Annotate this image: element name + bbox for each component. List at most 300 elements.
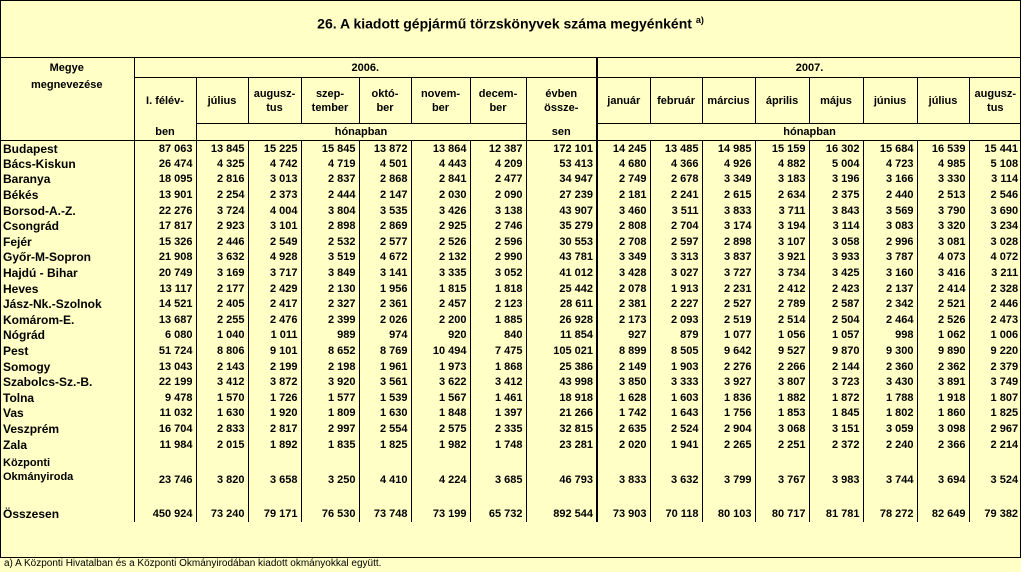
county-name: Borsod-A.-Z. bbox=[3, 203, 76, 218]
table-row bbox=[0, 265, 1021, 281]
title-footnote-mark: a) bbox=[695, 15, 704, 25]
month-2006-value: 1 567 bbox=[411, 390, 470, 406]
month-2007-header: február bbox=[650, 78, 702, 124]
month-2006-value: 2 198 bbox=[301, 359, 359, 375]
h1-value: 26 474 bbox=[134, 156, 196, 172]
month-2007-value: 14 245 bbox=[597, 141, 650, 157]
year-total-value: 26 928 bbox=[526, 312, 597, 328]
month-2006-value: 2 990 bbox=[470, 250, 526, 266]
month-2007-total: 70 118 bbox=[650, 505, 702, 522]
month-2006-value: 920 bbox=[411, 328, 470, 344]
month-2006-value: 3 820 bbox=[196, 470, 248, 490]
month-2006-total: 76 530 bbox=[301, 505, 359, 522]
month-2007-value: 13 485 bbox=[650, 141, 702, 157]
month-2006-value: 4 719 bbox=[301, 156, 359, 172]
table-row bbox=[0, 141, 1021, 157]
month-2006-value: 3 138 bbox=[470, 203, 526, 219]
month-2007-value: 3 234 bbox=[969, 218, 1021, 234]
month-2007-header: május bbox=[809, 78, 863, 124]
county-name: Komárom-E. bbox=[3, 312, 75, 327]
month-2007-value: 3 787 bbox=[863, 250, 917, 266]
month-2007-value: 2 375 bbox=[809, 187, 863, 203]
month-2007-header: április bbox=[755, 78, 809, 124]
month-2007-value: 2 231 bbox=[702, 281, 755, 297]
month-2006-value: 7 475 bbox=[470, 343, 526, 359]
month-2007-value: 4 985 bbox=[917, 156, 969, 172]
table-row bbox=[0, 296, 1021, 312]
month-2006-value: 3 052 bbox=[470, 265, 526, 281]
month-2006-value: 4 742 bbox=[248, 156, 301, 172]
month-2007-value: 4 073 bbox=[917, 250, 969, 266]
month-2007-value: 3 098 bbox=[917, 421, 969, 437]
month-2007-total: 80 717 bbox=[755, 505, 809, 522]
month-2007-total: 81 781 bbox=[809, 505, 863, 522]
month-2007-value: 3 524 bbox=[969, 470, 1021, 490]
month-2006-value: 2 335 bbox=[470, 421, 526, 437]
month-2006-value: 13 845 bbox=[196, 141, 248, 157]
month-2007-value: 3 028 bbox=[969, 234, 1021, 250]
month-2006-value: 8 806 bbox=[196, 343, 248, 359]
county-name: Szabolcs-Sz.-B. bbox=[3, 375, 93, 390]
month-2007-value: 2 423 bbox=[809, 281, 863, 297]
month-2007-value: 879 bbox=[650, 328, 702, 344]
month-2007-value: 2 372 bbox=[809, 437, 863, 453]
month-2006-value: 4 410 bbox=[359, 470, 411, 490]
month-2007-value: 3 833 bbox=[702, 203, 755, 219]
month-2007-value: 2 464 bbox=[863, 312, 917, 328]
month-2006-value: 2 868 bbox=[359, 172, 411, 188]
month-2006-value: 2 327 bbox=[301, 296, 359, 312]
month-2007-value: 2 181 bbox=[597, 187, 650, 203]
month-2006-value: 1 920 bbox=[248, 406, 301, 422]
month-2007-value: 4 926 bbox=[702, 156, 755, 172]
table-row bbox=[0, 421, 1021, 437]
month-2007-value: 2 546 bbox=[969, 187, 1021, 203]
month-2007-value: 3 569 bbox=[863, 203, 917, 219]
month-2006-value: 8 769 bbox=[359, 343, 411, 359]
month-2007-value: 9 300 bbox=[863, 343, 917, 359]
month-2007-value: 14 985 bbox=[702, 141, 755, 157]
h1-value: 14 521 bbox=[134, 296, 196, 312]
month-2007-value: 2 704 bbox=[650, 218, 702, 234]
month-2006-value: 13 872 bbox=[359, 141, 411, 157]
month-2007-value: 2 635 bbox=[597, 421, 650, 437]
month-2007-value: 3 511 bbox=[650, 203, 702, 219]
month-2007-value: 3 891 bbox=[917, 374, 969, 390]
month-2007-value: 2 144 bbox=[809, 359, 863, 375]
month-2006-value: 1 835 bbox=[301, 437, 359, 453]
month-2007-value: 1 825 bbox=[969, 406, 1021, 422]
month-2006-value: 15 225 bbox=[248, 141, 301, 157]
month-2007-value: 1 807 bbox=[969, 390, 1021, 406]
month-2006-value: 2 399 bbox=[301, 312, 359, 328]
year-total-value: 43 781 bbox=[526, 250, 597, 266]
month-2006-value: 2 361 bbox=[359, 296, 411, 312]
year-2006-header: 2006. bbox=[134, 58, 597, 78]
month-2007-value: 3 349 bbox=[702, 172, 755, 188]
footnote: a) A Központi Hivatalban és a Központi Okmányirodában kiadott okmányokkal együtt. bbox=[4, 558, 382, 569]
month-2007-value: 3 333 bbox=[650, 374, 702, 390]
county-name: Csongrád bbox=[3, 219, 60, 234]
h1-value: 13 687 bbox=[134, 312, 196, 328]
month-2007-value: 3 083 bbox=[863, 218, 917, 234]
month-2007-value: 3 160 bbox=[863, 265, 917, 281]
month-2006-value: 10 494 bbox=[411, 343, 470, 359]
month-2006-value: 2 200 bbox=[411, 312, 470, 328]
month-2007-value: 998 bbox=[863, 328, 917, 344]
h1-value: 13 043 bbox=[134, 359, 196, 375]
county-name: Győr-M-Sopron bbox=[3, 250, 91, 265]
month-2006-value: 3 013 bbox=[248, 172, 301, 188]
h1-value: 6 080 bbox=[134, 328, 196, 344]
month-2007-value: 3 313 bbox=[650, 250, 702, 266]
month-2007-value: 2 597 bbox=[650, 234, 702, 250]
month-2006-value: 4 224 bbox=[411, 470, 470, 490]
month-2007-value: 2 276 bbox=[702, 359, 755, 375]
month-2006-value: 2 130 bbox=[301, 281, 359, 297]
monthly-2006-label: hónapban bbox=[196, 124, 526, 141]
month-2007-value: 1 913 bbox=[650, 281, 702, 297]
month-2007-total: 80 103 bbox=[702, 505, 755, 522]
month-2006-value: 2 123 bbox=[470, 296, 526, 312]
month-2007-value: 2 440 bbox=[863, 187, 917, 203]
county-header-line1: Megye bbox=[0, 58, 134, 78]
year-total-value: 43 998 bbox=[526, 374, 597, 390]
h1-value: 13 901 bbox=[134, 187, 196, 203]
month-2006-value: 2 444 bbox=[301, 187, 359, 203]
year-total-value: 46 793 bbox=[526, 470, 597, 490]
table-row bbox=[0, 156, 1021, 172]
month-2007-value: 1 062 bbox=[917, 328, 969, 344]
month-2007-value: 3 196 bbox=[809, 172, 863, 188]
month-2006-value: 1 630 bbox=[359, 406, 411, 422]
month-2007-value: 2 093 bbox=[650, 312, 702, 328]
month-2007-value: 1 057 bbox=[809, 328, 863, 344]
month-2007-total: 79 382 bbox=[969, 505, 1021, 522]
month-2006-value: 2 476 bbox=[248, 312, 301, 328]
month-2006-value: 4 209 bbox=[470, 156, 526, 172]
year-2007-header: 2007. bbox=[597, 58, 1021, 78]
month-2006-value: 840 bbox=[470, 328, 526, 344]
year-total-value: 172 101 bbox=[526, 141, 597, 157]
month-2006-value: 2 405 bbox=[196, 296, 248, 312]
month-2007-value: 2 678 bbox=[650, 172, 702, 188]
month-2007-value: 3 711 bbox=[755, 203, 809, 219]
county-name: Fejér bbox=[3, 234, 32, 249]
month-2007-value: 3 850 bbox=[597, 374, 650, 390]
table-row bbox=[0, 281, 1021, 297]
month-2007-value: 3 749 bbox=[969, 374, 1021, 390]
h1-value: 16 704 bbox=[134, 421, 196, 437]
county-name: Zala bbox=[3, 437, 28, 452]
month-2006-value: 1 892 bbox=[248, 437, 301, 453]
table-row bbox=[0, 312, 1021, 328]
month-2007-value: 2 265 bbox=[702, 437, 755, 453]
month-2006-value: 2 477 bbox=[470, 172, 526, 188]
month-2006-value: 1 982 bbox=[411, 437, 470, 453]
month-2007-value: 2 020 bbox=[597, 437, 650, 453]
month-2006-value: 4 004 bbox=[248, 203, 301, 219]
county-name: Veszprém bbox=[3, 421, 60, 436]
month-2007-value: 3 211 bbox=[969, 265, 1021, 281]
month-2007-value: 1 742 bbox=[597, 406, 650, 422]
h1-value: 87 063 bbox=[134, 141, 196, 157]
month-2007-value: 2 137 bbox=[863, 281, 917, 297]
month-2007-value: 9 890 bbox=[917, 343, 969, 359]
month-2007-value: 2 412 bbox=[755, 281, 809, 297]
table-row bbox=[0, 203, 1021, 219]
month-2007-value: 2 519 bbox=[702, 312, 755, 328]
month-2006-value: 1 868 bbox=[470, 359, 526, 375]
month-2007-value: 3 416 bbox=[917, 265, 969, 281]
table-row bbox=[0, 187, 1021, 203]
h1-header: I. félév- bbox=[134, 78, 196, 124]
month-2006-value: 9 101 bbox=[248, 343, 301, 359]
month-2006-value: 2 817 bbox=[248, 421, 301, 437]
month-2006-header: decem- ber bbox=[470, 78, 526, 124]
table-row bbox=[0, 437, 1021, 453]
month-2007-value: 3 983 bbox=[809, 470, 863, 490]
month-2006-value: 2 997 bbox=[301, 421, 359, 437]
table-header bbox=[0, 58, 1021, 141]
month-2006-total: 73 240 bbox=[196, 505, 248, 522]
month-2006-header: szep- tember bbox=[301, 78, 359, 124]
month-2006-value: 2 457 bbox=[411, 296, 470, 312]
year-total-value: 21 266 bbox=[526, 406, 597, 422]
month-2006-value: 2 923 bbox=[196, 218, 248, 234]
month-2007-value: 1 853 bbox=[755, 406, 809, 422]
county-name: Bács-Kiskun bbox=[3, 156, 76, 171]
month-2007-value: 2 521 bbox=[917, 296, 969, 312]
month-2007-value: 2 360 bbox=[863, 359, 917, 375]
year-total-value: 25 386 bbox=[526, 359, 597, 375]
month-2007-value: 1 860 bbox=[917, 406, 969, 422]
year-total-value: 53 413 bbox=[526, 156, 597, 172]
month-2007-value: 3 734 bbox=[755, 265, 809, 281]
month-2007-value: 2 241 bbox=[650, 187, 702, 203]
month-2007-value: 2 524 bbox=[650, 421, 702, 437]
month-2006-total: 73 748 bbox=[359, 505, 411, 522]
total-label: Összesen bbox=[3, 506, 60, 521]
month-2006-value: 3 632 bbox=[196, 250, 248, 266]
month-2007-value: 9 220 bbox=[969, 343, 1021, 359]
table-row bbox=[0, 343, 1021, 359]
county-name: Vas bbox=[3, 406, 24, 421]
month-2007-value: 4 366 bbox=[650, 156, 702, 172]
month-2007-value: 3 727 bbox=[702, 265, 755, 281]
month-2007-value: 3 320 bbox=[917, 218, 969, 234]
month-2007-value: 3 166 bbox=[863, 172, 917, 188]
month-2007-value: 2 473 bbox=[969, 312, 1021, 328]
county-name: Heves bbox=[3, 281, 39, 296]
month-2006-value: 2 015 bbox=[196, 437, 248, 453]
month-2007-total: 73 903 bbox=[597, 505, 650, 522]
table-row-central bbox=[0, 452, 1021, 470]
county-name: Nógrád bbox=[3, 328, 45, 343]
month-2007-value: 1 836 bbox=[702, 390, 755, 406]
county-header-spacer bbox=[0, 124, 134, 141]
month-2006-value: 3 658 bbox=[248, 470, 301, 490]
month-2007-value: 1 788 bbox=[863, 390, 917, 406]
month-2007-value: 3 690 bbox=[969, 203, 1021, 219]
month-2007-value: 3 114 bbox=[809, 218, 863, 234]
month-2007-value: 2 513 bbox=[917, 187, 969, 203]
h1-header-line2: ben bbox=[134, 124, 196, 141]
month-2006-value: 2 554 bbox=[359, 421, 411, 437]
month-2006-value: 1 809 bbox=[301, 406, 359, 422]
month-2007-value: 3 194 bbox=[755, 218, 809, 234]
month-2007-value: 2 379 bbox=[969, 359, 1021, 375]
month-2006-value: 1 815 bbox=[411, 281, 470, 297]
month-2006-total: 65 732 bbox=[470, 505, 526, 522]
year-grand-total: 892 544 bbox=[526, 505, 597, 522]
month-2007-value: 2 527 bbox=[702, 296, 755, 312]
month-2007-value: 15 159 bbox=[755, 141, 809, 157]
month-2007-value: 15 441 bbox=[969, 141, 1021, 157]
h1-value: 23 746 bbox=[134, 470, 196, 490]
h1-value: 18 095 bbox=[134, 172, 196, 188]
month-2007-value: 2 514 bbox=[755, 312, 809, 328]
month-2007-value: 3 927 bbox=[702, 374, 755, 390]
month-2006-value: 3 685 bbox=[470, 470, 526, 490]
month-2006-value: 3 519 bbox=[301, 250, 359, 266]
month-2006-value: 3 717 bbox=[248, 265, 301, 281]
month-2007-value: 1 845 bbox=[809, 406, 863, 422]
month-2006-value: 3 335 bbox=[411, 265, 470, 281]
month-2006-value: 1 011 bbox=[248, 328, 301, 344]
h1-value: 51 724 bbox=[134, 343, 196, 359]
month-2007-value: 3 799 bbox=[702, 470, 755, 490]
month-2007-value: 16 302 bbox=[809, 141, 863, 157]
h1-value: 21 908 bbox=[134, 250, 196, 266]
month-2007-value: 3 933 bbox=[809, 250, 863, 266]
month-2006-value: 989 bbox=[301, 328, 359, 344]
month-2007-value: 2 996 bbox=[863, 234, 917, 250]
month-2006-value: 2 026 bbox=[359, 312, 411, 328]
month-2007-value: 3 349 bbox=[597, 250, 650, 266]
month-2007-value: 2 615 bbox=[702, 187, 755, 203]
month-2006-value: 1 825 bbox=[359, 437, 411, 453]
month-2006-value: 3 169 bbox=[196, 265, 248, 281]
month-2007-value: 4 072 bbox=[969, 250, 1021, 266]
month-2006-value: 3 849 bbox=[301, 265, 359, 281]
h1-value: 11 032 bbox=[134, 406, 196, 422]
month-2006-value: 3 250 bbox=[301, 470, 359, 490]
month-2006-value: 2 577 bbox=[359, 234, 411, 250]
table-body bbox=[0, 141, 1021, 523]
month-2007-header: augusz- tus bbox=[969, 78, 1021, 124]
month-2006-value: 2 596 bbox=[470, 234, 526, 250]
table-row-central-values bbox=[0, 470, 1021, 490]
month-2007-header: június bbox=[863, 78, 917, 124]
table-row bbox=[0, 172, 1021, 188]
month-2007-value: 3 068 bbox=[755, 421, 809, 437]
month-2006-value: 2 532 bbox=[301, 234, 359, 250]
month-2007-value: 3 330 bbox=[917, 172, 969, 188]
month-2006-value: 1 748 bbox=[470, 437, 526, 453]
month-2007-value: 8 505 bbox=[650, 343, 702, 359]
month-2007-value: 2 708 bbox=[597, 234, 650, 250]
month-2006-value: 3 872 bbox=[248, 374, 301, 390]
month-2006-total: 73 199 bbox=[411, 505, 470, 522]
month-2007-value: 2 342 bbox=[863, 296, 917, 312]
county-name: Hajdú - Bihar bbox=[3, 266, 78, 281]
month-2007-value: 2 227 bbox=[650, 296, 702, 312]
month-2006-value: 2 132 bbox=[411, 250, 470, 266]
month-2007-value: 1 756 bbox=[702, 406, 755, 422]
month-2006-value: 1 973 bbox=[411, 359, 470, 375]
month-2007-value: 3 921 bbox=[755, 250, 809, 266]
month-2007-value: 1 918 bbox=[917, 390, 969, 406]
month-2006-value: 3 561 bbox=[359, 374, 411, 390]
month-2007-value: 5 108 bbox=[969, 156, 1021, 172]
year-total-value: 105 021 bbox=[526, 343, 597, 359]
month-2007-value: 2 149 bbox=[597, 359, 650, 375]
month-2007-value: 3 837 bbox=[702, 250, 755, 266]
month-2007-value: 2 381 bbox=[597, 296, 650, 312]
county-name: Pest bbox=[3, 344, 29, 359]
month-2006-value: 2 417 bbox=[248, 296, 301, 312]
year-total-value: 25 442 bbox=[526, 281, 597, 297]
month-2007-value: 3 151 bbox=[809, 421, 863, 437]
month-2007-value: 2 808 bbox=[597, 218, 650, 234]
month-2006-value: 3 804 bbox=[301, 203, 359, 219]
month-2006-value: 2 143 bbox=[196, 359, 248, 375]
month-2007-value: 3 807 bbox=[755, 374, 809, 390]
month-2006-value: 2 816 bbox=[196, 172, 248, 188]
year-total-value: 11 854 bbox=[526, 328, 597, 344]
month-2006-value: 2 746 bbox=[470, 218, 526, 234]
month-2007-value: 3 174 bbox=[702, 218, 755, 234]
month-2007-total: 78 272 bbox=[863, 505, 917, 522]
month-2007-value: 4 882 bbox=[755, 156, 809, 172]
data-table bbox=[0, 57, 1021, 522]
month-2006-value: 2 254 bbox=[196, 187, 248, 203]
month-2007-value: 1 872 bbox=[809, 390, 863, 406]
h1-value: 22 276 bbox=[134, 203, 196, 219]
month-2007-value: 927 bbox=[597, 328, 650, 344]
month-2007-value: 3 430 bbox=[863, 374, 917, 390]
month-2007-value: 2 414 bbox=[917, 281, 969, 297]
title-text: 26. A kiadott gépjármű törzskönyvek száma megyénként bbox=[317, 15, 692, 32]
year-total-value: 27 239 bbox=[526, 187, 597, 203]
month-2006-header: októ- ber bbox=[359, 78, 411, 124]
month-2006-value: 1 961 bbox=[359, 359, 411, 375]
h1-value: 20 749 bbox=[134, 265, 196, 281]
month-2007-value: 5 004 bbox=[809, 156, 863, 172]
month-2007-value: 3 694 bbox=[917, 470, 969, 490]
year-total-value: 41 012 bbox=[526, 265, 597, 281]
month-2007-value: 3 723 bbox=[809, 374, 863, 390]
month-2006-value: 3 101 bbox=[248, 218, 301, 234]
month-2006-value: 3 622 bbox=[411, 374, 470, 390]
month-2007-value: 2 266 bbox=[755, 359, 809, 375]
month-2006-value: 1 040 bbox=[196, 328, 248, 344]
month-2007-value: 4 723 bbox=[863, 156, 917, 172]
month-2007-value: 3 081 bbox=[917, 234, 969, 250]
month-2007-header: július bbox=[917, 78, 969, 124]
month-2006-header: július bbox=[196, 78, 248, 124]
table-row bbox=[0, 406, 1021, 422]
county-name: Somogy bbox=[3, 359, 51, 374]
month-2007-value: 2 504 bbox=[809, 312, 863, 328]
month-2006-value: 1 461 bbox=[470, 390, 526, 406]
month-2006-value: 4 672 bbox=[359, 250, 411, 266]
county-name: Tolna bbox=[3, 390, 35, 405]
table-row bbox=[0, 250, 1021, 266]
month-2006-value: 1 539 bbox=[359, 390, 411, 406]
table-row bbox=[0, 359, 1021, 375]
